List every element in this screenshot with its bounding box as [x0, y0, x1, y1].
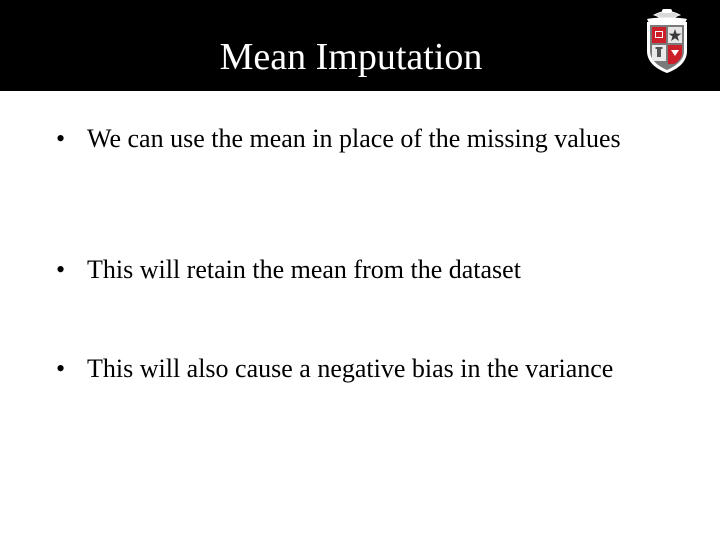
bullet-text: This will also cause a negative bias in the variance	[87, 354, 614, 383]
bullet-marker: •	[56, 124, 66, 153]
bullet-text: This will retain the mean from the dataset	[87, 255, 521, 284]
bullet-item	[56, 123, 666, 154]
bullet-item	[56, 254, 666, 285]
bullet-text: We can use the mean in place of the missing values	[87, 124, 621, 153]
bullet-item	[56, 353, 666, 384]
bullet-marker: •	[56, 354, 66, 383]
bullet-marker: •	[56, 255, 66, 284]
slide-title: Mean Imputation	[219, 36, 483, 78]
